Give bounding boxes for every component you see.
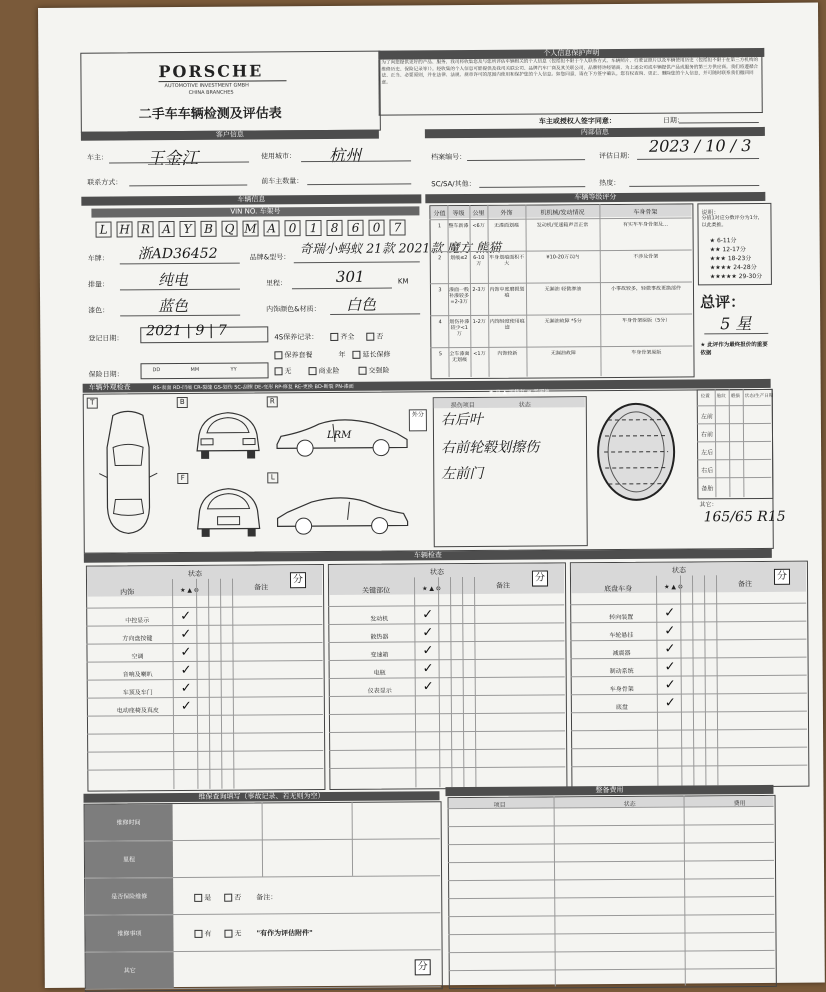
vin-char: A [158, 221, 174, 237]
grade-cell: 车身划痕面积不大 [489, 254, 525, 267]
check-mark: ✓ [422, 679, 434, 695]
sign-label: 车主或授权人签字同意： [538, 116, 616, 126]
cost-col-state: 状态 [623, 800, 636, 808]
grade-cell: 漆面一般 补漆较多 =2-3万 [448, 286, 470, 306]
tire-header: 位置 [700, 394, 710, 400]
grade-cell: 无漏油故障 [550, 350, 576, 357]
inspection-item: 车轮悬挂 [609, 631, 634, 640]
car-back-view [191, 408, 265, 461]
maint-have[interactable]: 有 [204, 929, 212, 938]
rating-level: ★★★★ 24-28分 [709, 263, 757, 272]
check-mark: ✓ [664, 659, 676, 675]
color-label: 漆色： [88, 306, 110, 315]
tire-other-label: 其它： [699, 501, 718, 509]
maint-attach: "有作为评估附件" [256, 929, 313, 938]
maint-yes[interactable]: 是 [204, 893, 212, 902]
reg-date-value: 2021 | 9 | 7 [146, 322, 228, 340]
vin-char: L [95, 221, 111, 237]
tire-pos: 左前 [700, 413, 713, 421]
grade-cell: 无漆面划痕 [493, 222, 520, 229]
plate-label: 车牌： [87, 254, 109, 263]
grade-cell: 内饰轻度使用痕迹 [489, 318, 525, 331]
check-mark: ✓ [422, 625, 434, 641]
tire-illustration [593, 400, 680, 505]
grade-header: 机机械/发动情况 [540, 209, 585, 217]
inspection-fen: 分 [532, 570, 548, 586]
tire-header: 状态/生产日期 [744, 393, 774, 400]
rating-title: 说明： [701, 209, 720, 217]
grade-cell: 划伤补漆 较少<1万 [449, 318, 470, 338]
grade-cell: 无漏油 轻微渗油 [544, 286, 582, 293]
warranty-package[interactable]: 保养套餐 [284, 351, 313, 360]
grade-cell: 内饰较新 [497, 350, 518, 357]
maint-fen: 分 [415, 959, 431, 975]
section-grade: 车辆等级评分 [425, 192, 765, 203]
grade-cell: 内饰中度磨损划痕 [489, 286, 525, 299]
vin-char: B [200, 221, 216, 237]
inspection-title-col1: 内饰 [120, 588, 135, 597]
inspection-item: 电动座椅及真皮 [116, 707, 159, 715]
privacy-title: 个人信息保护声明 [378, 48, 764, 60]
inspection-item: 空调 [131, 653, 144, 661]
check-mark: ✓ [664, 605, 676, 621]
inspection-legend: ★ ▲ ⊗ [664, 583, 683, 591]
plate-value: 浙AD36452 [137, 245, 218, 263]
inspection-item: 减震器 [612, 649, 631, 658]
model-value: 奇瑞小蚂蚁 21款 2021款 魔方 熊猫 [299, 239, 501, 257]
inspection-item: 中控显示 [125, 617, 150, 625]
maint-row-label: 是否保险维修 [111, 893, 148, 901]
file-label: 档案编号： [431, 153, 467, 162]
inspection-item: 音响及喇叭 [122, 671, 153, 679]
displacement-label: 排量： [87, 280, 109, 289]
car-front-view [191, 482, 265, 541]
rating-desc: 分值1对应分数评分为1分，以此类推。 [701, 214, 763, 229]
reg-date-label: 登记日期： [88, 334, 124, 343]
check-mark: ✓ [664, 695, 676, 711]
prev-owner-label: 前车主数量： [261, 177, 304, 186]
grade-cell: 5 [438, 351, 443, 358]
maint-row-label: 其它 [123, 967, 136, 975]
inspection-fen: 分 [290, 572, 306, 588]
damage-col-item: 损伤项目 [450, 401, 475, 410]
brand-logo: PORSCHE [158, 61, 264, 82]
exterior-fen-box: 外分 [409, 409, 427, 431]
view-label-F: F [177, 473, 188, 484]
maint-row-label: 维修时间 [116, 819, 141, 827]
inspection-title-col2: 关键部位 [362, 586, 391, 595]
form-title: 二手车车辆检测及评估表 [138, 106, 282, 123]
cost-col-item: 项目 [493, 801, 506, 809]
section-maint: 维保查询填写（事故记录、若无则为空） [83, 791, 439, 802]
rating-level: ★ 6-11分 [709, 237, 737, 245]
view-label-R: R [267, 396, 278, 407]
grade-cell: 车身骨架原版 [631, 349, 662, 356]
grade-cell: 无漏油故障 *5分 [544, 318, 582, 325]
grade-cell: 全车漆面无划痕 [449, 350, 470, 364]
inspection-item: 车身骨架 [609, 685, 634, 694]
ins-dd: DD [152, 367, 161, 374]
km-label: KM [397, 277, 409, 286]
check-mark: ✓ [180, 698, 192, 715]
date-label: 日期： [662, 116, 684, 125]
check-mark: ✓ [180, 662, 192, 679]
check-mark: ✓ [180, 626, 192, 643]
ins-mm: MM [190, 366, 200, 373]
section-vehicle: 车辆信息 [81, 194, 421, 205]
fours-label: 4S保养记录： [274, 333, 319, 342]
tire-pos: 备胎 [701, 485, 714, 493]
section-cost: 整备费用 [445, 785, 773, 796]
tire-pos: 右前 [700, 431, 714, 439]
displacement-value: 纯电 [157, 270, 188, 290]
grade-cell: 2 [438, 255, 442, 262]
city-value: 杭州 [328, 145, 362, 165]
inspection-item: 散热器 [370, 633, 389, 641]
inspection-item: 变速箱 [370, 651, 389, 659]
inspection-state-label: 状态 [187, 569, 202, 578]
eval-date: 2023 / 10 / 3 [648, 136, 752, 156]
damage-note-2: 右前轮毂划擦伤 [441, 439, 540, 457]
damage-note-1: 右后叶 [440, 411, 483, 429]
grade-cell: ¥10-20万以内 [546, 254, 580, 261]
grade-cell: <6万 [472, 222, 485, 229]
car-left-view [273, 491, 411, 536]
contact-label: 联系方式： [87, 178, 123, 187]
check-mark: ✓ [422, 643, 434, 659]
ins-none[interactable]: 无 [284, 367, 292, 376]
rating-level: ★★★★★ 29-30分 [709, 272, 763, 281]
exterior-legend: RS-表面 RD-凹痕 CR-裂缝 GS-划伤 SC-刮擦 DE-变形 RP-修复 RE-更换 BD-断裂 PN-漆面 [152, 383, 354, 392]
rating-level: ★★★ 18-23分 [709, 255, 752, 263]
section-customer: 客户信息 [81, 130, 379, 141]
grade-header: 分值 [433, 210, 446, 218]
inspection-item: 仪表显示 [367, 687, 392, 695]
grade-header: 外饰 [500, 209, 513, 217]
tire-header: 胎纹 [716, 394, 726, 400]
ins-compulsory[interactable]: 交强险 [368, 366, 390, 375]
eval-date-label: 评估日期： [599, 151, 635, 161]
damage-legend: ★ 良 ▲ 需修复 ⊗ 需更换 [488, 389, 550, 396]
view-label-B: B [177, 397, 188, 408]
vin-char: 7 [389, 219, 405, 235]
inspection-state-label: 状态 [671, 566, 686, 575]
tire-spec: 165/65 R15 [703, 508, 786, 526]
inspection-legend: ★ ▲ ⊗ [180, 586, 199, 595]
check-mark: ✓ [180, 644, 192, 661]
grade-cell: 整车新漆 [448, 222, 469, 230]
warranty-year: 年 [338, 350, 346, 359]
tire-header: 磨损 [730, 394, 740, 400]
inspection-item: 底盘 [615, 703, 628, 711]
grade-cell: 划痕≤2 [450, 255, 468, 262]
total-value: 5 星 [720, 314, 752, 334]
sc-label: SC/SA/其他： [431, 179, 476, 189]
inspection-state-label: 状态 [429, 568, 444, 577]
heat-label: 热度： [599, 178, 621, 188]
check-mark: ✓ [180, 680, 192, 697]
grade-cell: 有实车车身骨架及… [622, 221, 669, 228]
privacy-text: 为了向您提供更好的产品、服务，我司将收集您及与您所评估车辆相关的个人信息（包括但不限于个人联系方式、车辆照片、行驶证照片以及车辆使用历史（包括但不限于在第三方机构的维修历史、保险记录等））。经收集的个人信息可能提供及我司关联公司、品牌汽车厂商及其关联公司、品牌特许经销商、为上述公司或车辆提供产品或服务的第三方供应商。我们将遵循合法、正当、必要原则，并在法律、法规、规章许可的范围内使用和保护您的个人信息。如您同意，请在下方签字确认。您有权查询、更正、删除您的个人信息，并可随时联系我们撤回同意。 [378, 57, 762, 116]
rating-level: ★★ 12-17分 [709, 246, 746, 254]
vin-char: Q [221, 221, 237, 237]
check-mark: ✓ [664, 623, 676, 639]
grade-cell: 不涉及骨架 [633, 253, 659, 260]
city-label: 使用城市： [261, 152, 297, 161]
grade-cell: 小事故较多，轻微事故更换部件 [610, 285, 681, 293]
inspection-title-col3: 底盘车身 [604, 584, 633, 594]
brand-model-label: 品牌&型号： [249, 253, 291, 262]
inspection-remark-label: 备注 [738, 580, 753, 589]
owner-label: 车主： [87, 153, 109, 162]
interior-value: 白色 [346, 295, 377, 314]
grade-header: 车身骨架 [633, 208, 658, 216]
view-label-L: L [267, 472, 278, 483]
grade-cell: 4 [438, 319, 442, 326]
inspection-form-paper [38, 3, 825, 988]
owner-name: 王金江 [146, 148, 199, 170]
vin-char: Y [179, 221, 195, 237]
interior-label: 内饰颜色&材质： [266, 305, 321, 314]
ext-warranty[interactable]: 延长保修 [362, 350, 391, 359]
vin-char: 6 [347, 220, 363, 236]
brand-sub2: CHINA BRANCHES [188, 89, 234, 96]
cost-col-fee: 费用 [733, 800, 746, 808]
view-label-T: T [87, 398, 98, 409]
cost-grid [38, 3, 818, 8]
inspection-legend: ★ ▲ ⊗ [422, 585, 441, 593]
grade-cell: 车身骨架原版（5分） [622, 317, 671, 324]
vin-char: 1 [305, 220, 321, 236]
maint-row-label: 维修事项 [117, 930, 142, 938]
inspection-remark-label: 备注 [496, 581, 511, 590]
damage-note-3: 左前门 [441, 465, 484, 483]
damage-col-state: 状态 [518, 401, 531, 409]
total-label: 总评： [700, 293, 746, 312]
check-mark: ✓ [664, 641, 676, 657]
maint-notes: 备注： [256, 893, 278, 902]
ins-yy: YY [230, 366, 237, 373]
vin-char: H [116, 221, 132, 237]
check-mark: ✓ [180, 608, 192, 625]
rating-note: ★ 此评作为最终报价的重要依据 [700, 341, 768, 357]
color-value: 蓝色 [158, 296, 189, 316]
inspection-item: 转向装置 [609, 613, 634, 622]
inspection-fen: 分 [774, 569, 790, 585]
vin-header: VIN NO. 车架号 [91, 206, 419, 217]
vin-char: A [263, 220, 279, 236]
inspection-item: 车顶及车门 [122, 689, 153, 697]
vin-char: R [137, 221, 153, 237]
fours-yes[interactable]: 齐全 [340, 332, 355, 341]
ins-commercial[interactable]: 商业险 [318, 366, 340, 376]
grade-cell: 2-3万 [472, 286, 486, 293]
section-inspection: 车辆检查 [84, 549, 772, 563]
section-internal: 内部信息 [425, 127, 765, 138]
vin-char: M [244, 221, 257, 236]
inspection-remark-label: 备注 [254, 583, 269, 592]
grade-cell: 1 [437, 223, 442, 230]
grade-header: 公里 [472, 209, 485, 217]
inspection-item: 发动机 [370, 615, 389, 623]
vin-char: 0 [368, 220, 384, 236]
mileage-label: 里程： [265, 279, 287, 288]
grade-cell: 1-2万 [472, 318, 486, 325]
inspection-item: 制动系统 [609, 667, 634, 676]
check-mark: ✓ [664, 677, 676, 693]
maint-none[interactable]: 无 [234, 929, 242, 938]
tire-pos: 右后 [701, 467, 714, 475]
right-view-mark: LRM [326, 429, 352, 441]
vin-char: 0 [284, 220, 300, 236]
maint-row-label: 里程 [122, 856, 135, 864]
mileage-value: 301 [335, 267, 365, 286]
fours-no[interactable]: 否 [376, 332, 384, 341]
vin-char: 8 [326, 220, 342, 236]
tire-pos: 左后 [701, 449, 714, 457]
inspection-item: 电瓶 [373, 669, 386, 677]
car-top-view [93, 407, 164, 537]
check-mark: ✓ [422, 661, 434, 677]
brand-sub1: AUTOMOTIVE INVESTMENT GMBH [164, 82, 249, 90]
ins-date-label: 保险日期： [88, 370, 124, 379]
maint-no[interactable]: 否 [234, 893, 242, 902]
inspection-item: 方向盘按键 [122, 635, 153, 643]
grade-header: 等级 [452, 210, 465, 218]
exterior-title: 车辆外观检查 [88, 383, 131, 392]
grade-cell: <1万 [473, 350, 486, 357]
grade-cell: 3 [438, 287, 442, 294]
grade-cell: 发动机/变速箱声音正常 [536, 222, 589, 229]
grade-cell: 6-10万 [473, 254, 485, 267]
check-mark: ✓ [422, 607, 434, 623]
